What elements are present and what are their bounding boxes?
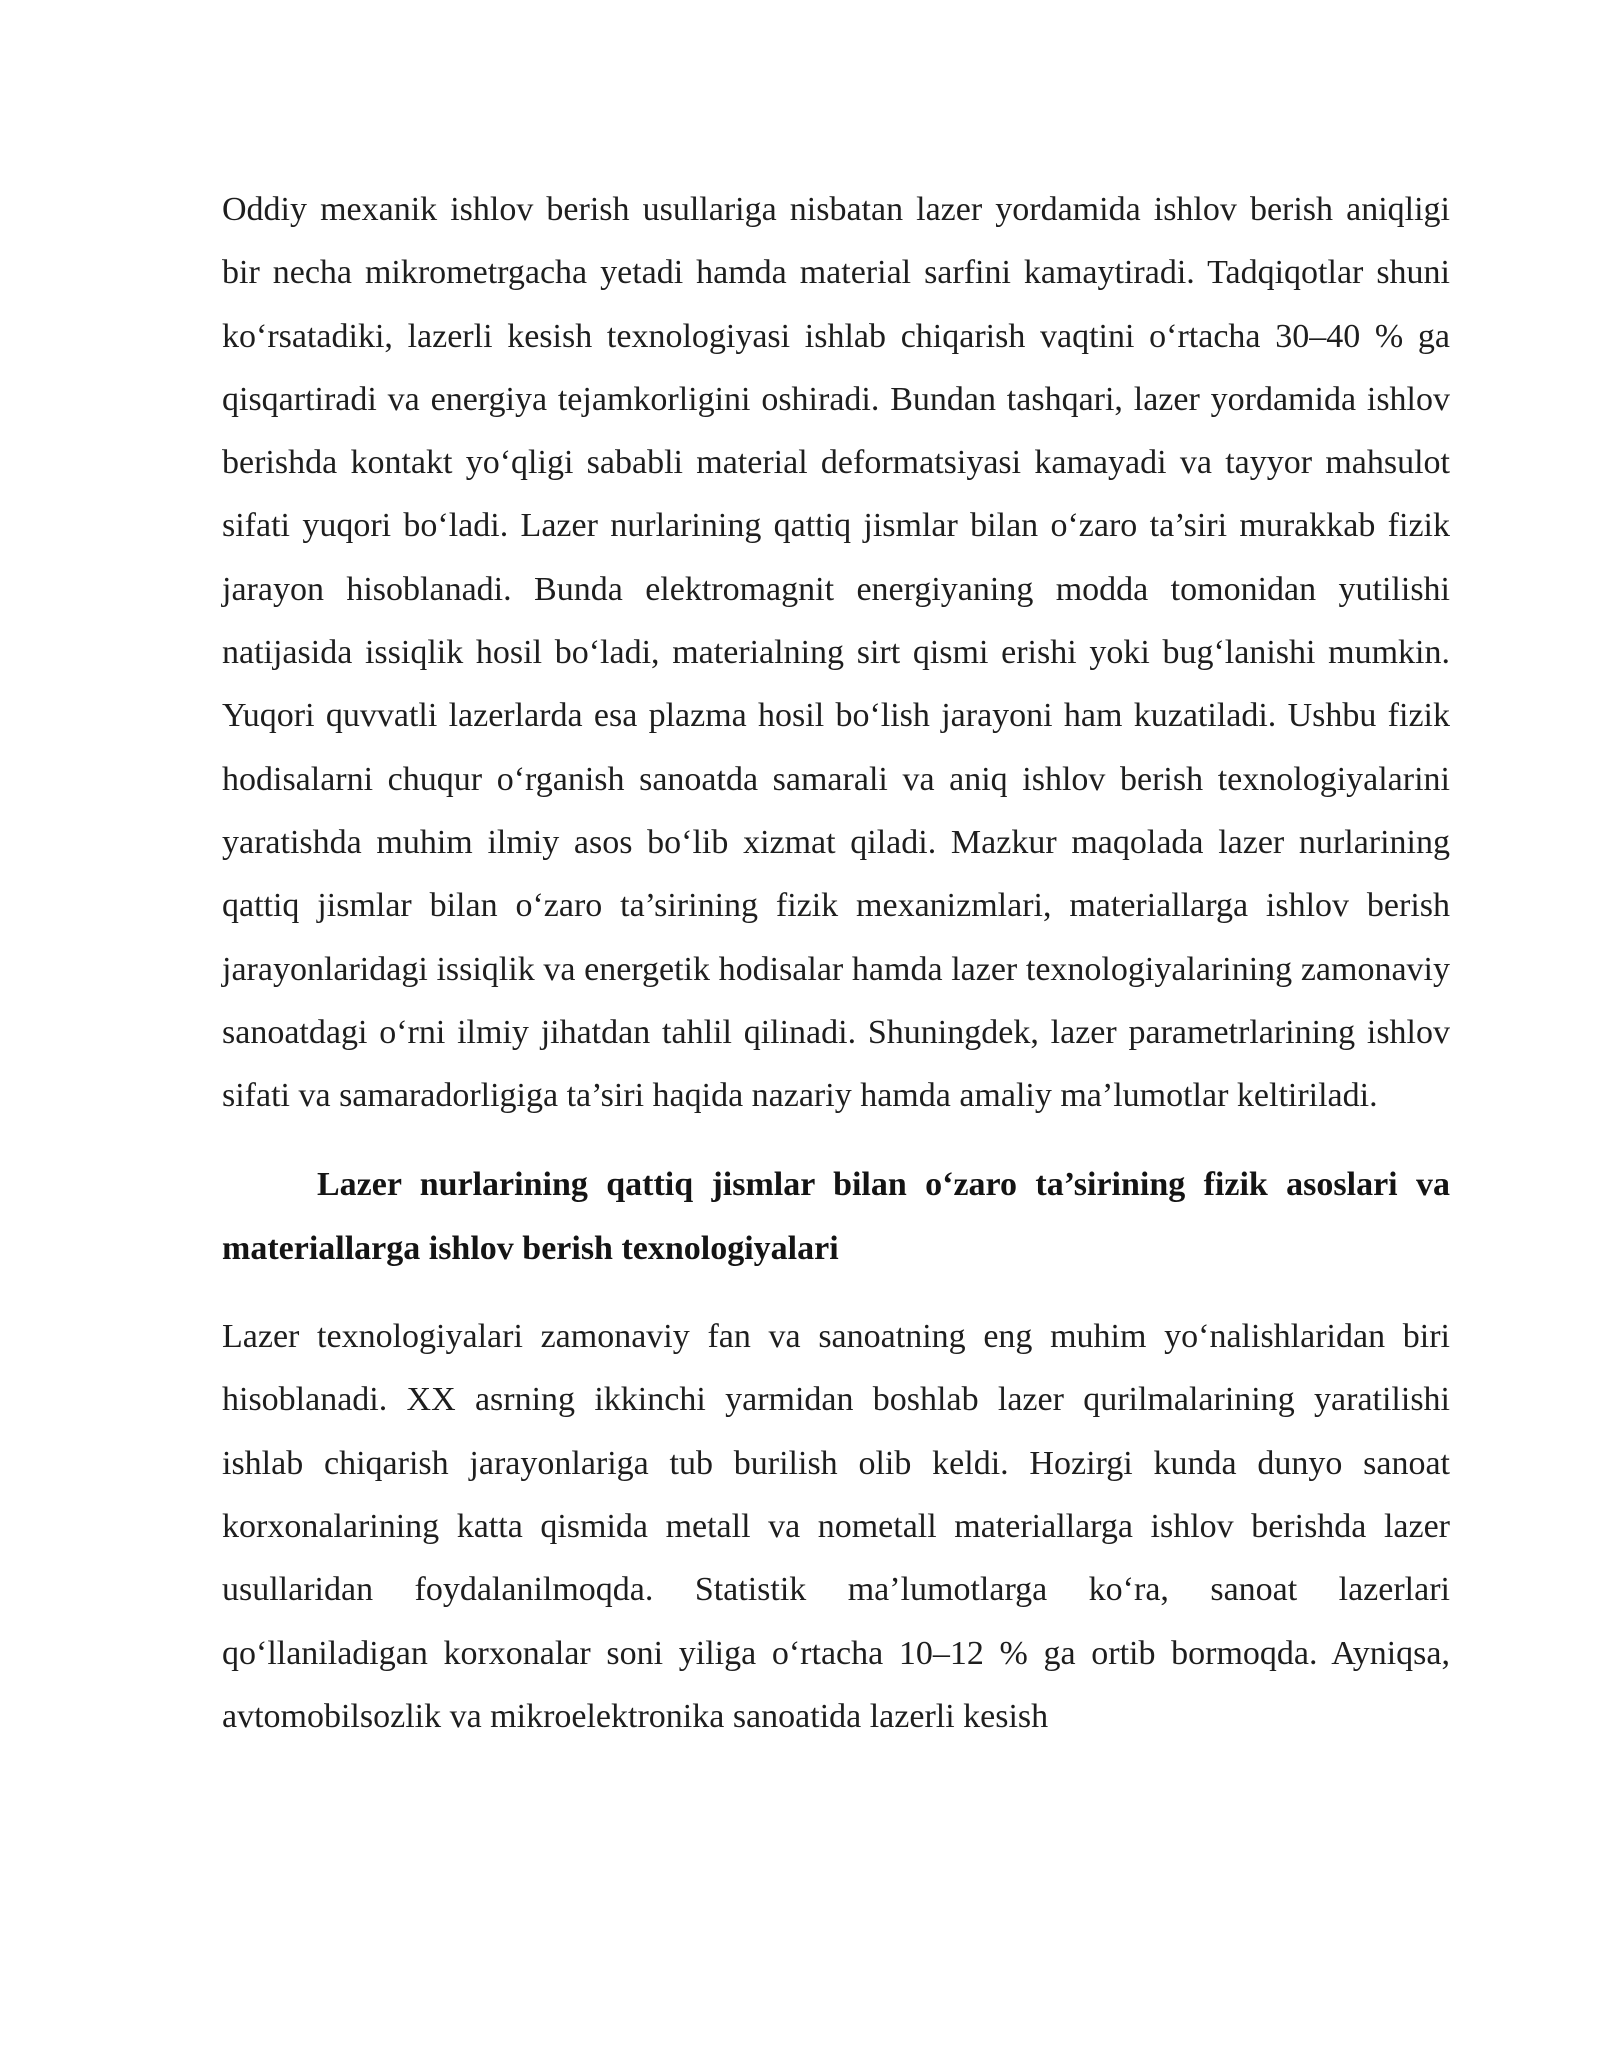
document-page bbox=[222, 178, 1450, 1748]
section-heading: Lazer nurlarining qattiq jismlar bilan o‘zaro ta’sirining fizik asoslari va materiallarga ishlov berish texnologiyalari bbox=[222, 1166, 1450, 1267]
body-paragraph-section: Lazer texnologiyalari zamonaviy fan va sanoatning eng muhim yo‘nalishlaridan biri hisoblanadi. XX asrning ikkinchi yarmidan boshlab lazer qurilmalarining yaratilishi ishlab chiqarish jarayonlariga tub burilish olib keldi. Hozirgi kunda dunyo sanoat korxonalarining katta qismida metall va nometall materiallarga ishlov berishda lazer usullaridan foydalanilmoqda. Statistik ma’lumotlarga ko‘ra, sanoat lazerlari qo‘llaniladigan korxonalar soni yiliga o‘rtacha 10–12 % ga ortib bormoqda. Ayniqsa, avtomobilsozlik va mikroelektronika sanoatida lazerli kesish bbox=[222, 1318, 1450, 1735]
body-paragraph-intro: Oddiy mexanik ishlov berish usullariga nisbatan lazer yordamida ishlov berish aniqligi bir necha mikrometrgacha yetadi hamda material sarfini kamaytiradi. Tadqiqotlar shuni ko‘rsatadiki, lazerli kesish texnologiyasi ishlab chiqarish vaqtini o‘rtacha 30–40 % ga qisqartiradi va energiya tejamkorligini oshiradi. Bundan tashqari, lazer yordamida ishlov berishda kontakt yo‘qligi sababli material deformatsiyasi kamayadi va tayyor mahsulot sifati yuqori bo‘ladi. Lazer nurlarining qattiq jismlar bilan o‘zaro ta’siri murakkab fizik jarayon hisoblanadi. Bunda elektromagnit energiyaning modda tomonidan yutilishi natijasida issiqlik hosil bo‘ladi, materialning sirt qismi erishi yoki bug‘lanishi mumkin. Yuqori quvvatli lazerlarda esa plazma hosil bo‘lish jarayoni ham kuzatiladi. Ushbu fizik hodisalarni chuqur o‘rganish sanoatda samarali va aniq ishlov berish texnologiyalarini yaratishda muhim ilmiy asos bo‘lib xizmat qiladi. Mazkur maqolada lazer nurlarining qattiq jismlar bilan o‘zaro ta’sirining fizik mexanizmlari, materiallarga ishlov berish jarayonlaridagi issiqlik va energetik hodisalar hamda lazer texnologiyalarining zamonaviy sanoatdagi o‘rni ilmiy jihatdan tahlil qilinadi. Shuningdek, lazer parametrlarining ishlov sifati va samaradorligiga ta’siri haqida nazariy hamda amaliy ma’lumotlar keltiriladi. bbox=[222, 191, 1450, 1115]
